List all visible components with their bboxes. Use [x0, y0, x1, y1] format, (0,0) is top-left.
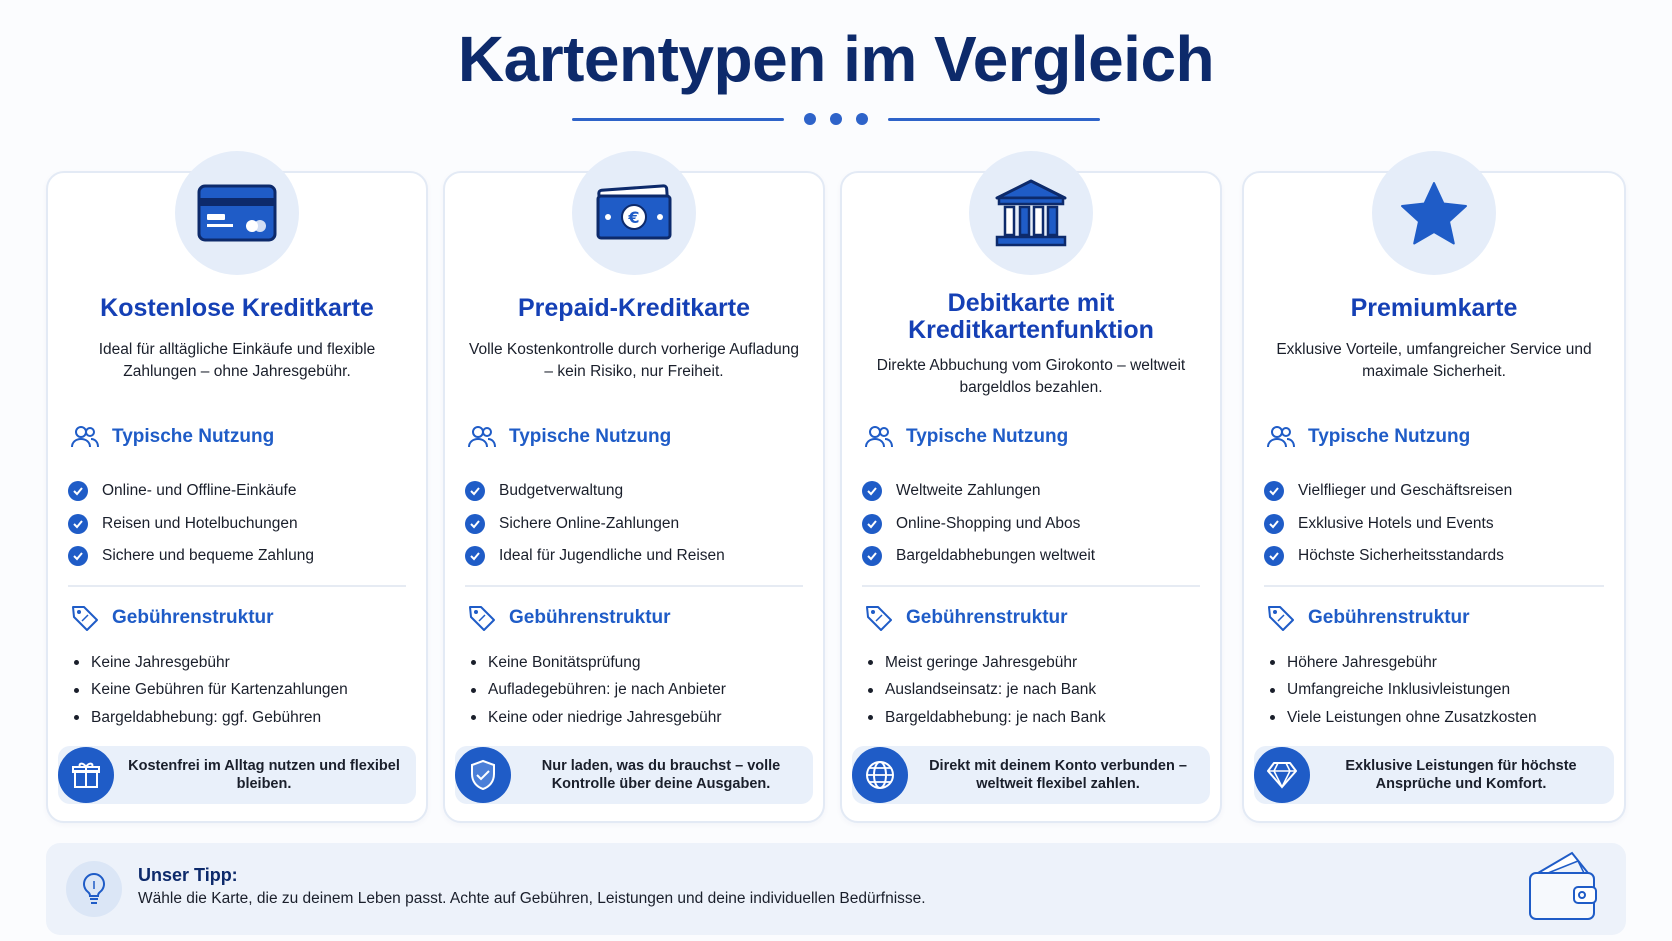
list-item: Ideal für Jugendliche und Reisen [465, 540, 725, 573]
list-item: Sichere und bequeme Zahlung [68, 540, 314, 573]
check-icon [465, 514, 485, 534]
list-item: Keine Bonitätsprüfung [471, 649, 726, 677]
check-icon [1264, 481, 1284, 501]
list-item: Auslandseinsatz: je nach Bank [868, 677, 1106, 705]
card-free-credit-card [46, 171, 428, 823]
wallet-icon [1524, 847, 1602, 932]
card-title: Prepaid-Kreditkarte [517, 294, 751, 322]
usage-list [862, 475, 1095, 573]
globe-icon [852, 747, 908, 803]
check-icon [68, 481, 88, 501]
list-item: Höchste Sicherheitsstandards [1264, 540, 1512, 573]
check-icon [1264, 546, 1284, 566]
highlight-box [1254, 746, 1614, 804]
bank-icon [969, 151, 1093, 275]
check-icon [1264, 514, 1284, 534]
check-icon [862, 514, 882, 534]
check-icon [862, 481, 882, 501]
tip-title: Unser Tipp: [138, 865, 238, 885]
fees-list [74, 649, 348, 732]
svg-text:€: € [628, 208, 640, 227]
list-item: Weltweite Zahlungen [862, 475, 1095, 508]
list-item: Keine oder niedrige Jahresgebühr [471, 704, 726, 732]
price-tag-icon [1266, 604, 1296, 632]
usage-heading: Typische Nutzung [864, 425, 1068, 449]
list-item: Online-Shopping und Abos [862, 508, 1095, 541]
check-icon [862, 546, 882, 566]
star-icon [1372, 151, 1496, 275]
fees-list [1270, 649, 1537, 732]
fees-heading: Gebührenstruktur [864, 604, 1068, 632]
list-item: Sichere Online-Zahlungen [465, 508, 725, 541]
list-item: Keine Gebühren für Kartenzahlungen [74, 677, 348, 705]
usage-heading: Typische Nutzung [467, 425, 671, 449]
separator [862, 585, 1200, 587]
list-item: Online- und Offline-Einkäufe [68, 475, 314, 508]
shield-icon [455, 747, 511, 803]
usage-list [68, 475, 314, 573]
card-prepaid-credit-card [443, 171, 825, 823]
card-description: Ideal für alltägliche Einkäufe und flexible Zahlungen – ohne Jahresgebühr. [98, 341, 376, 380]
page-title: Kartentypen im Vergleich [457, 23, 1215, 95]
fees-heading: Gebührenstruktur [70, 604, 274, 632]
list-item: Bargeldabhebung: ggf. Gebühren [74, 704, 348, 732]
card-debit-card [840, 171, 1222, 823]
highlight-text: Nur laden, was du brauchst – volle Kontrolle über deine Ausgaben. [541, 758, 781, 792]
fees-list [868, 649, 1106, 732]
list-item: Budgetverwaltung [465, 475, 725, 508]
gift-icon [58, 747, 114, 803]
list-item: Umfangreiche Inklusivleistungen [1270, 677, 1537, 705]
fees-heading: Gebührenstruktur [1266, 604, 1470, 632]
usage-heading: Typische Nutzung [1266, 425, 1470, 449]
card-premium-card [1242, 171, 1626, 823]
usage-heading: Typische Nutzung [70, 425, 274, 449]
list-item: Meist geringe Jahresgebühr [868, 649, 1106, 677]
check-icon [465, 546, 485, 566]
diamond-icon [1254, 747, 1310, 803]
list-item: Aufladegebühren: je nach Anbieter [471, 677, 726, 705]
lightbulb-icon [66, 861, 122, 917]
highlight-box [58, 746, 416, 804]
list-item: Bargeldabhebungen weltweit [862, 540, 1095, 573]
check-icon [465, 481, 485, 501]
price-tag-icon [864, 604, 894, 632]
separator [465, 585, 803, 587]
list-item: Exklusive Hotels und Events [1264, 508, 1512, 541]
highlight-box [852, 746, 1210, 804]
list-item: Reisen und Hotelbuchungen [68, 508, 314, 541]
list-item: Höhere Jahresgebühr [1270, 649, 1537, 677]
highlight-text: Exklusive Leistungen für höchste Ansprüche und Komfort. [1345, 758, 1577, 792]
usage-list [1264, 475, 1512, 573]
check-icon [68, 514, 88, 534]
price-tag-icon [467, 604, 497, 632]
price-tag-icon [70, 604, 100, 632]
banknote-icon [572, 151, 696, 275]
list-item: Bargeldabhebung: je nach Bank [868, 704, 1106, 732]
list-item: Keine Jahresgebühr [74, 649, 348, 677]
card-title: Premiumkarte [1350, 294, 1518, 322]
card-description: Volle Kostenkontrolle durch vorherige Aufladung – kein Risiko, nur Freiheit. [468, 341, 800, 380]
fees-heading: Gebührenstruktur [467, 604, 671, 632]
users-icon [864, 425, 894, 449]
check-icon [68, 546, 88, 566]
separator [68, 585, 406, 587]
users-icon [1266, 425, 1296, 449]
card-description: Direkte Abbuchung vom Girokonto – weltweit bargeldlos bezahlen. [876, 357, 1186, 396]
fees-list [471, 649, 726, 732]
card-description: Exklusive Vorteile, umfangreicher Service und maximale Sicherheit. [1276, 341, 1592, 380]
tip-banner [46, 843, 1626, 935]
credit-card-icon [175, 151, 299, 275]
title-divider [0, 108, 1672, 130]
list-item: Viele Leistungen ohne Zusatzkosten [1270, 704, 1537, 732]
highlight-box [455, 746, 813, 804]
usage-list [465, 475, 725, 573]
card-title: Kostenlose Kreditkarte [100, 294, 374, 322]
tip-text: Wähle die Karte, die zu deinem Leben passt. Achte auf Gebühren, Leistungen und deine individuellen Bedürfnisse. [138, 890, 926, 907]
users-icon [467, 425, 497, 449]
list-item: Vielflieger und Geschäftsreisen [1264, 475, 1512, 508]
highlight-text: Direkt mit deinem Konto verbunden – weltweit flexibel zahlen. [929, 758, 1187, 792]
separator [1264, 585, 1604, 587]
users-icon [70, 425, 100, 449]
card-title: Debitkarte mit Kreditkartenfunktion [908, 289, 1154, 344]
highlight-text: Kostenfrei im Alltag nutzen und flexibel bleiben. [128, 758, 400, 792]
